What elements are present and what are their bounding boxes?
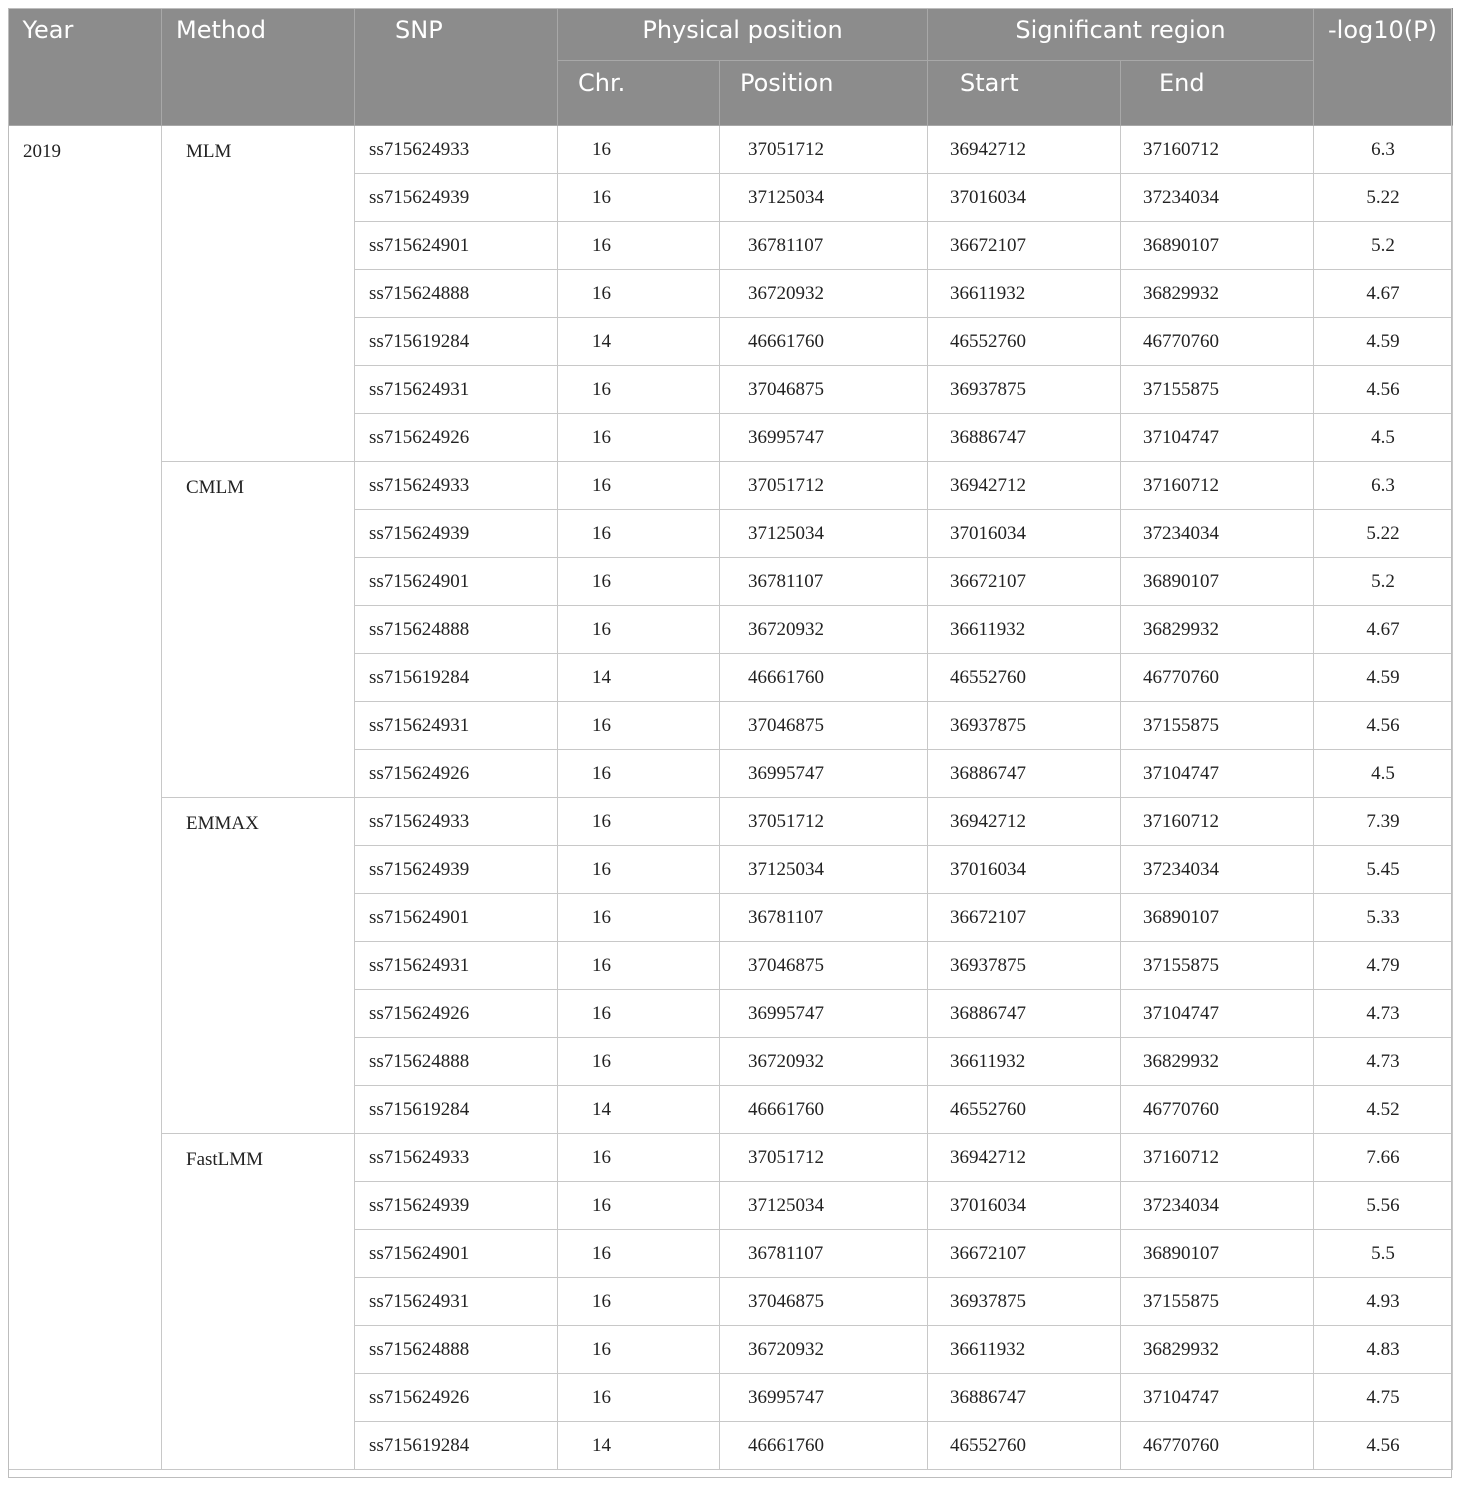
position-cell: 36995747 bbox=[720, 990, 928, 1038]
end-cell: 46770760 bbox=[1121, 1086, 1314, 1134]
logp-cell: 7.39 bbox=[1314, 798, 1453, 846]
snp-cell: ss715624931 bbox=[355, 1278, 558, 1326]
logp-cell: 4.79 bbox=[1314, 942, 1453, 990]
start-cell: 37016034 bbox=[928, 1182, 1121, 1230]
logp-cell: 4.75 bbox=[1314, 1374, 1453, 1422]
position-cell: 37051712 bbox=[720, 798, 928, 846]
start-cell: 36937875 bbox=[928, 702, 1121, 750]
position-cell: 46661760 bbox=[720, 1086, 928, 1134]
start-cell: 36611932 bbox=[928, 606, 1121, 654]
table-row bbox=[9, 798, 1453, 846]
chr-cell: 16 bbox=[558, 846, 720, 894]
chr-cell: 14 bbox=[558, 654, 720, 702]
start-cell: 36942712 bbox=[928, 126, 1121, 174]
position-cell: 37125034 bbox=[720, 846, 928, 894]
chr-cell: 16 bbox=[558, 270, 720, 318]
position-cell: 46661760 bbox=[720, 1422, 928, 1470]
end-cell: 36890107 bbox=[1121, 894, 1314, 942]
header-physical-position: Physical position bbox=[558, 8, 928, 61]
start-cell: 36937875 bbox=[928, 942, 1121, 990]
chr-cell: 16 bbox=[558, 558, 720, 606]
snp-cell: ss715624926 bbox=[355, 990, 558, 1038]
logp-cell: 4.67 bbox=[1314, 270, 1453, 318]
snp-cell: ss715624939 bbox=[355, 174, 558, 222]
chr-cell: 16 bbox=[558, 414, 720, 462]
snp-cell: ss715624926 bbox=[355, 414, 558, 462]
start-cell: 36886747 bbox=[928, 990, 1121, 1038]
start-cell: 46552760 bbox=[928, 1422, 1121, 1470]
end-cell: 46770760 bbox=[1121, 1422, 1314, 1470]
end-cell: 37160712 bbox=[1121, 462, 1314, 510]
logp-cell: 4.56 bbox=[1314, 366, 1453, 414]
header-year: Year bbox=[9, 8, 162, 126]
table-row bbox=[9, 126, 1453, 174]
end-cell: 37234034 bbox=[1121, 510, 1314, 558]
table-body bbox=[9, 126, 1453, 1470]
header-end: End bbox=[1121, 61, 1314, 126]
position-cell: 37051712 bbox=[720, 1134, 928, 1182]
end-cell: 46770760 bbox=[1121, 318, 1314, 366]
start-cell: 36937875 bbox=[928, 366, 1121, 414]
header-logp: -log10(P) bbox=[1314, 8, 1453, 126]
start-cell: 36942712 bbox=[928, 798, 1121, 846]
end-cell: 37104747 bbox=[1121, 750, 1314, 798]
chr-cell: 16 bbox=[558, 1038, 720, 1086]
position-cell: 36720932 bbox=[720, 1038, 928, 1086]
start-cell: 37016034 bbox=[928, 174, 1121, 222]
snp-cell: ss715624901 bbox=[355, 558, 558, 606]
start-cell: 36886747 bbox=[928, 1374, 1121, 1422]
snp-cell: ss715624901 bbox=[355, 222, 558, 270]
logp-cell: 5.22 bbox=[1314, 510, 1453, 558]
start-cell: 36611932 bbox=[928, 1326, 1121, 1374]
end-cell: 37155875 bbox=[1121, 942, 1314, 990]
logp-cell: 6.3 bbox=[1314, 126, 1453, 174]
end-cell: 37155875 bbox=[1121, 366, 1314, 414]
chr-cell: 16 bbox=[558, 366, 720, 414]
snp-cell: ss715624931 bbox=[355, 366, 558, 414]
start-cell: 37016034 bbox=[928, 846, 1121, 894]
position-cell: 46661760 bbox=[720, 318, 928, 366]
snp-cell: ss715624939 bbox=[355, 1182, 558, 1230]
logp-cell: 4.56 bbox=[1314, 1422, 1453, 1470]
chr-cell: 16 bbox=[558, 702, 720, 750]
snp-cell: ss715619284 bbox=[355, 1422, 558, 1470]
chr-cell: 16 bbox=[558, 1374, 720, 1422]
snp-cell: ss715624933 bbox=[355, 798, 558, 846]
end-cell: 36890107 bbox=[1121, 222, 1314, 270]
logp-cell: 4.52 bbox=[1314, 1086, 1453, 1134]
start-cell: 36672107 bbox=[928, 558, 1121, 606]
position-cell: 37046875 bbox=[720, 702, 928, 750]
chr-cell: 16 bbox=[558, 126, 720, 174]
snp-cell: ss715624933 bbox=[355, 1134, 558, 1182]
chr-cell: 16 bbox=[558, 462, 720, 510]
chr-cell: 16 bbox=[558, 510, 720, 558]
end-cell: 36890107 bbox=[1121, 1230, 1314, 1278]
logp-cell: 5.2 bbox=[1314, 222, 1453, 270]
end-cell: 37234034 bbox=[1121, 846, 1314, 894]
method-cell: CMLM bbox=[162, 462, 355, 798]
chr-cell: 16 bbox=[558, 942, 720, 990]
logp-cell: 4.59 bbox=[1314, 318, 1453, 366]
chr-cell: 16 bbox=[558, 222, 720, 270]
logp-cell: 4.93 bbox=[1314, 1278, 1453, 1326]
end-cell: 37104747 bbox=[1121, 990, 1314, 1038]
chr-cell: 14 bbox=[558, 1086, 720, 1134]
method-cell: MLM bbox=[162, 126, 355, 462]
snp-cell: ss715619284 bbox=[355, 654, 558, 702]
snp-cell: ss715624931 bbox=[355, 942, 558, 990]
logp-cell: 5.56 bbox=[1314, 1182, 1453, 1230]
start-cell: 36886747 bbox=[928, 750, 1121, 798]
table-header bbox=[9, 8, 1453, 126]
position-cell: 36781107 bbox=[720, 1230, 928, 1278]
position-cell: 37125034 bbox=[720, 1182, 928, 1230]
start-cell: 46552760 bbox=[928, 318, 1121, 366]
start-cell: 36942712 bbox=[928, 1134, 1121, 1182]
end-cell: 37160712 bbox=[1121, 126, 1314, 174]
snp-cell: ss715624933 bbox=[355, 462, 558, 510]
snp-cell: ss715624931 bbox=[355, 702, 558, 750]
logp-cell: 7.66 bbox=[1314, 1134, 1453, 1182]
position-cell: 46661760 bbox=[720, 654, 928, 702]
header-chr: Chr. bbox=[558, 61, 720, 126]
end-cell: 37160712 bbox=[1121, 1134, 1314, 1182]
start-cell: 36611932 bbox=[928, 270, 1121, 318]
method-cell: EMMAX bbox=[162, 798, 355, 1134]
chr-cell: 16 bbox=[558, 894, 720, 942]
start-cell: 36611932 bbox=[928, 1038, 1121, 1086]
chr-cell: 14 bbox=[558, 1422, 720, 1470]
header-significant-region: Significant region bbox=[928, 8, 1314, 61]
logp-cell: 5.33 bbox=[1314, 894, 1453, 942]
logp-cell: 4.73 bbox=[1314, 1038, 1453, 1086]
snp-cell: ss715624901 bbox=[355, 1230, 558, 1278]
chr-cell: 16 bbox=[558, 990, 720, 1038]
table-row bbox=[9, 462, 1453, 510]
position-cell: 37046875 bbox=[720, 1278, 928, 1326]
end-cell: 46770760 bbox=[1121, 654, 1314, 702]
chr-cell: 16 bbox=[558, 1230, 720, 1278]
position-cell: 37046875 bbox=[720, 366, 928, 414]
logp-cell: 4.59 bbox=[1314, 654, 1453, 702]
start-cell: 36672107 bbox=[928, 1230, 1121, 1278]
start-cell: 36886747 bbox=[928, 414, 1121, 462]
end-cell: 37234034 bbox=[1121, 174, 1314, 222]
end-cell: 37155875 bbox=[1121, 702, 1314, 750]
snp-cell: ss715624926 bbox=[355, 1374, 558, 1422]
snp-cell: ss715624939 bbox=[355, 846, 558, 894]
table-row bbox=[9, 1134, 1453, 1182]
end-cell: 36829932 bbox=[1121, 1326, 1314, 1374]
start-cell: 46552760 bbox=[928, 654, 1121, 702]
header-position: Position bbox=[720, 61, 928, 126]
chr-cell: 16 bbox=[558, 174, 720, 222]
position-cell: 37125034 bbox=[720, 510, 928, 558]
end-cell: 36829932 bbox=[1121, 1038, 1314, 1086]
snp-cell: ss715624888 bbox=[355, 1038, 558, 1086]
snp-cell: ss715624888 bbox=[355, 270, 558, 318]
snp-cell: ss715624939 bbox=[355, 510, 558, 558]
header-method: Method bbox=[162, 8, 355, 126]
chr-cell: 16 bbox=[558, 1182, 720, 1230]
snp-cell: ss715624888 bbox=[355, 606, 558, 654]
logp-cell: 4.83 bbox=[1314, 1326, 1453, 1374]
chr-cell: 16 bbox=[558, 606, 720, 654]
header-start: Start bbox=[928, 61, 1121, 126]
position-cell: 37125034 bbox=[720, 174, 928, 222]
position-cell: 36720932 bbox=[720, 606, 928, 654]
end-cell: 36829932 bbox=[1121, 270, 1314, 318]
end-cell: 37234034 bbox=[1121, 1182, 1314, 1230]
end-cell: 37104747 bbox=[1121, 1374, 1314, 1422]
snp-cell: ss715619284 bbox=[355, 1086, 558, 1134]
position-cell: 36720932 bbox=[720, 270, 928, 318]
position-cell: 36995747 bbox=[720, 414, 928, 462]
logp-cell: 5.5 bbox=[1314, 1230, 1453, 1278]
position-cell: 36781107 bbox=[720, 558, 928, 606]
header-snp: SNP bbox=[355, 8, 558, 126]
position-cell: 36720932 bbox=[720, 1326, 928, 1374]
start-cell: 46552760 bbox=[928, 1086, 1121, 1134]
start-cell: 36937875 bbox=[928, 1278, 1121, 1326]
year-cell: 2019 bbox=[9, 126, 162, 1470]
chr-cell: 16 bbox=[558, 1134, 720, 1182]
position-cell: 36995747 bbox=[720, 1374, 928, 1422]
start-cell: 37016034 bbox=[928, 510, 1121, 558]
position-cell: 36995747 bbox=[720, 750, 928, 798]
snp-cell: ss715619284 bbox=[355, 318, 558, 366]
position-cell: 37051712 bbox=[720, 126, 928, 174]
position-cell: 36781107 bbox=[720, 222, 928, 270]
snp-cell: ss715624933 bbox=[355, 126, 558, 174]
method-cell: FastLMM bbox=[162, 1134, 355, 1470]
logp-cell: 4.5 bbox=[1314, 414, 1453, 462]
end-cell: 37160712 bbox=[1121, 798, 1314, 846]
position-cell: 37046875 bbox=[720, 942, 928, 990]
logp-cell: 4.73 bbox=[1314, 990, 1453, 1038]
logp-cell: 5.45 bbox=[1314, 846, 1453, 894]
start-cell: 36672107 bbox=[928, 894, 1121, 942]
chr-cell: 14 bbox=[558, 318, 720, 366]
logp-cell: 4.67 bbox=[1314, 606, 1453, 654]
logp-cell: 5.2 bbox=[1314, 558, 1453, 606]
chr-cell: 16 bbox=[558, 750, 720, 798]
snp-cell: ss715624901 bbox=[355, 894, 558, 942]
snp-cell: ss715624888 bbox=[355, 1326, 558, 1374]
logp-cell: 4.5 bbox=[1314, 750, 1453, 798]
chr-cell: 16 bbox=[558, 1278, 720, 1326]
snp-cell: ss715624926 bbox=[355, 750, 558, 798]
logp-cell: 4.56 bbox=[1314, 702, 1453, 750]
chr-cell: 16 bbox=[558, 1326, 720, 1374]
start-cell: 36672107 bbox=[928, 222, 1121, 270]
end-cell: 36890107 bbox=[1121, 558, 1314, 606]
end-cell: 37155875 bbox=[1121, 1278, 1314, 1326]
end-cell: 36829932 bbox=[1121, 606, 1314, 654]
logp-cell: 5.22 bbox=[1314, 174, 1453, 222]
position-cell: 37051712 bbox=[720, 462, 928, 510]
logp-cell: 6.3 bbox=[1314, 462, 1453, 510]
chr-cell: 16 bbox=[558, 798, 720, 846]
position-cell: 36781107 bbox=[720, 894, 928, 942]
end-cell: 37104747 bbox=[1121, 414, 1314, 462]
start-cell: 36942712 bbox=[928, 462, 1121, 510]
gwas-results-table bbox=[8, 8, 1453, 1470]
